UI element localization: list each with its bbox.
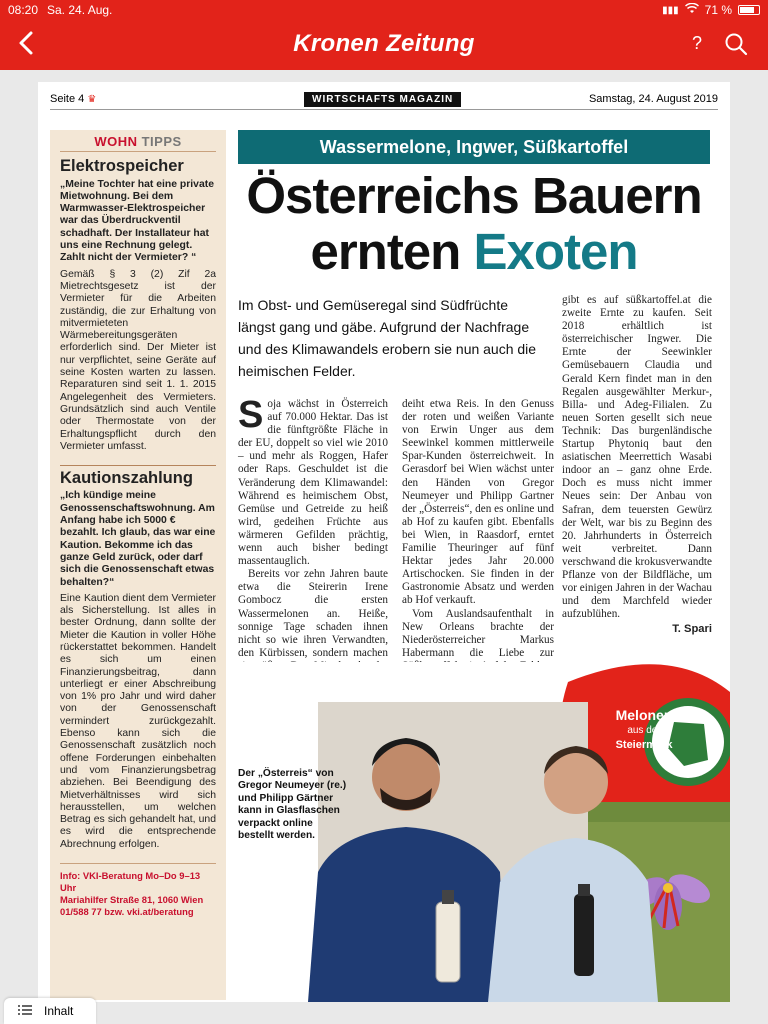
article-headline: Österreichs Bauern ernten Exoten xyxy=(246,167,702,280)
vki-info: Info: VKI-Beratung Mo–Do 9–13 Uhr Mariahilfer Straße 81, 1060 Wien 01/588 77 bzw. vki.at/beratung xyxy=(60,863,216,918)
article-column-3: gibt es auf süßkartoffel.at die zweite Ernte zu kaufen. Seit 2018 erhältlich ist österreichischer Ingwer. Die Ernte der Seewinkler Gemüsebauern Claudia und Gerald Kern findet man in den Regalen ausgewählter Merkur-, Billa- und Adeg-Filialen. Zu neuen Sorten gesellt sich neue Technik: Das burgenländische Startup Phytoniq baut den asiatischen Meerrettich Wasabi indoor an – ganz ohne Erde. Doch es muss nicht immer Neues sein: Der Anbau von Safran, dem teuersten Gewürz der Welt, war bis zu Beginn des 20. Jahrhunderts in Österreich weit verbreitet. Dann verschwand die krokusverwandte Pflanze von der Bildfläche, um vor einigen Jahren in der Wachau und dem Marchfeld wieder aufzublühen. T. Spari xyxy=(562,294,712,636)
sidebar-divider xyxy=(60,465,216,466)
article-kicker: Wassermelone, Ingwer, Süßkartoffel xyxy=(238,130,710,164)
author: T. Spari xyxy=(672,623,712,636)
signal-icon: ▮▮▮ xyxy=(662,4,679,16)
page-date: Samstag, 24. August 2019 xyxy=(588,93,718,105)
section-label: WIRTSCHAFTS MAGAZIN xyxy=(304,92,461,107)
app-bar xyxy=(0,20,768,70)
topic-question: „Ich kündige meine Genossenschaftswohnung. Am Anfang habe ich 5000 € bezahlt. Ich glaub, das war eine Kaution. Bekomme ich das ganze Geld zurück, oder darf sich die Genossenschaft etwas behalten?“ xyxy=(60,490,216,588)
photo-caption: Der „Österreis“ von Gregor Neumeyer (re.) und Philipp Gärtner kann in Glasflaschen verpackt online bestellt werden. xyxy=(238,768,347,842)
article-column-2: deiht etwa Reis. In den Genuss der roten und weißen Variante von Erwin Unger aus dem Seewinkel kommen mittlerweile Spar-Kunden österreichweit. In Gerasdorf bei Wien wächst unter den Händen von Gregor Neumeyer und Philipp Gartner der „Österreis“, den es online und ab Hof zu kaufen gibt. Ebenfalls bei Wien, in Raasdorf, erntet Familie Theuringer auf fünf Hektar jedes Jahr 20.000 Artischocken. Sie finden in der Gastronomie Absatz und werden ab Hof verkauft. Vom Auslandsaufenthalt in New Orleans brachte der Niederösterreicher Markus Habermann die Liebe zur xyxy=(402,398,554,659)
newspaper-page[interactable] xyxy=(38,82,730,1002)
topic-answer: Gemäß § 3 (2) Zif 2a Mietrechtsgesetz ist der Vermieter für die Arbeiten zuständig, die zur Erhaltung von mitvermieteten Wärmebereitungsgeräten erforderlich sind. Der Mieter ist nur verpflichtet, seine Geräte auf seine Kosten warten zu lassen. Reparaturen sind seit 1. 1. 2015 Angelegenheit des Vermieters. Grundsätzlich sind auch Ventile oder Thermostate von der Erhaltungspflicht durch den Vermieter umfasst. xyxy=(60,268,216,452)
list-icon xyxy=(18,1004,32,1018)
sidebar-tag: WOHN TIPPS xyxy=(60,136,216,152)
search-icon[interactable] xyxy=(724,32,748,61)
topic-question: „Meine Tochter hat eine private Mietwohnung. Bei dem Warmwasser-Elektrospeicher war das Überdruckventil schadhaft. Der Installateur hat uns eine Rechnung gelegt. Zahlt nicht der Vermieter? “ xyxy=(60,178,214,264)
page-header xyxy=(50,90,718,110)
contents-button[interactable] xyxy=(4,998,96,1024)
crown-icon: ♛ xyxy=(87,94,97,105)
dropcap: S xyxy=(238,394,264,436)
battery-icon xyxy=(738,5,760,15)
status-indicators xyxy=(662,3,760,17)
status-bar xyxy=(0,0,768,20)
topic-title-kautionszahlung: Kautionszahlung xyxy=(60,469,193,488)
article-column-1: Soja wächst in Österreich auf 70.000 Hektar. Das ist die fünftgrößte Fläche in der EU, doppelt so viel wie 2010 – und mehr als Roggen, Hafer oder Raps. Geschuldet ist die Veränderung dem Klimawandel: Während es heimischem Obst, Gemüse und Getreide zu heiß wird, gedeihen Früchte aus wärmeren Gefilden prächtig, wenn auch bisher bedingt massentauglich. Bereits vor zehn Jahren baute etwa die Steirerin Irene Gombocz die ersten Wassermelonen an. Heiße, sonnige Tage schaden ihnen nicht so wie ihren Verwandten, den Kürbissen, sondern machen xyxy=(238,394,388,659)
status-date: Sa. 24. Aug. xyxy=(47,3,113,17)
wifi-icon xyxy=(685,3,699,17)
contents-label: Inhalt xyxy=(44,1004,74,1018)
wohn-tipps-sidebar xyxy=(50,130,226,1000)
topic-title-elektrospeicher: Elektrospeicher xyxy=(60,157,184,176)
app-title: Kronen Zeitung xyxy=(293,30,475,57)
help-icon[interactable]: ? xyxy=(691,33,702,53)
melon-badge-label: Melonen aus der Steiermark xyxy=(615,707,673,751)
page-number: Seite 4 ♛ xyxy=(50,93,97,105)
battery-percent: 71 % xyxy=(704,3,732,17)
article-lede: Im Obst- und Gemüseregal sind Südfrüchte längst gang und gäbe. Aufgrund der Nachfrage und des Klimawandels erobern sie nun auch die heimischen Felder. xyxy=(238,297,537,379)
status-time: 08:20 xyxy=(8,3,39,17)
topic-answer: Eine Kaution dient dem Vermieter als Sicherstellung. Ist alles in bester Ordnung, dann sollte der Mieter die Kaution in voller Höhe rückerstattet bekommen. Handelt es sich um einen Finanzierungsbeitrag, dann unterliegt er einer Abschreibung von 1% pro Jahr und wird daher von der Genossenschaft vermindert zurückgezahlt. Ebenso kann sich die Genossenschaft zusätzlich noch offene Forderungen einbehalten und vom Finanzierungsbetrag abziehen. Bei Beendigung des Mietverhältnisses wird sich herausstellen, um welchen Betrag es sich gehandelt hat, und es wird die entsprechende Abrechnung erfolgen. xyxy=(60,592,216,850)
